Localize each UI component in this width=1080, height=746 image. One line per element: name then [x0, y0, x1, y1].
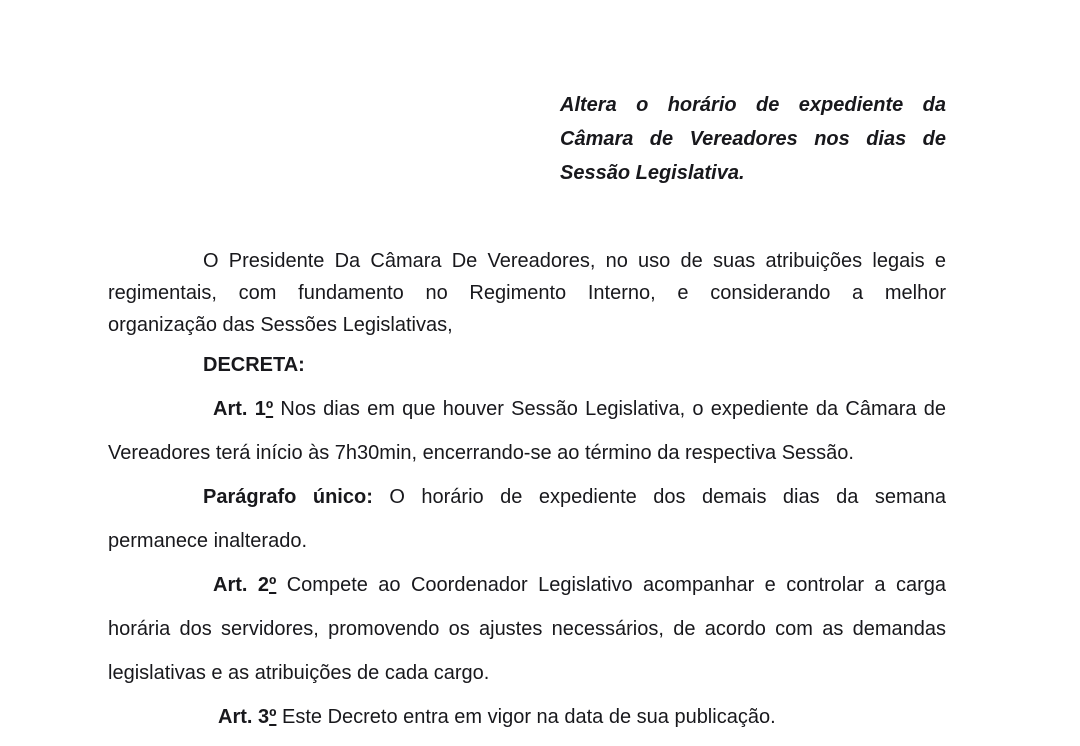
- epigraph-line-1: Altera o horário de expediente da: [560, 94, 946, 116]
- sole-paragraph-label: Parágrafo único:: [203, 486, 373, 508]
- opening-line-3: organização das Sessões Legislativas,: [108, 314, 453, 336]
- sole-paragraph-text: O horário de expediente dos demais dias da semana: [389, 486, 947, 508]
- epigraph-line-3: Sessão Legislativa.: [560, 162, 745, 184]
- article-3-label: Art. 3º: [218, 706, 277, 728]
- article-1-ordinal: º: [265, 398, 274, 420]
- article-2-label: Art. 2º: [213, 574, 277, 596]
- article-2-line-3: legislativas e as atribuições de cada cargo.: [108, 662, 490, 684]
- sole-paragraph-line-1: [108, 475, 946, 519]
- opening-line-2: regimentais, com fundamento no Regimento Interno, e considerando a melhor: [108, 282, 946, 304]
- article-3-ordinal: º: [269, 706, 277, 728]
- article-2-line-2: horária dos servidores, promovendo os ajustes necessários, de acordo com as demandas: [108, 618, 946, 640]
- opening-line-1: O Presidente Da Câmara De Vereadores, no uso de suas atribuições legais e: [203, 250, 946, 272]
- epigraph: [560, 88, 946, 190]
- opening-paragraph: [108, 245, 946, 341]
- article-2-text: Compete ao Coordenador Legislativo acompanhar e controlar a carga: [286, 574, 947, 596]
- article-1-line-1: [108, 387, 946, 431]
- article-1-text: Nos dias em que houver Sessão Legislativa, o expediente da Câmara de: [280, 398, 946, 420]
- article-1-line-2: Vereadores terá início às 7h30min, encerrando-se ao término da respectiva Sessão.: [108, 442, 854, 464]
- article-1-label: Art. 1º: [213, 398, 274, 420]
- article-2-ordinal: º: [269, 574, 277, 596]
- article-3-line: [108, 695, 946, 739]
- epigraph-line-2: Câmara de Vereadores nos dias de: [560, 128, 946, 150]
- article-3-text: Este Decreto entra em vigor na data de sua publicação.: [282, 706, 776, 728]
- article-2-line-1: [108, 563, 946, 607]
- decree-content: [108, 88, 946, 739]
- sole-paragraph-line-2: permanece inalterado.: [108, 530, 308, 552]
- decreta-heading: DECRETA:: [203, 354, 305, 376]
